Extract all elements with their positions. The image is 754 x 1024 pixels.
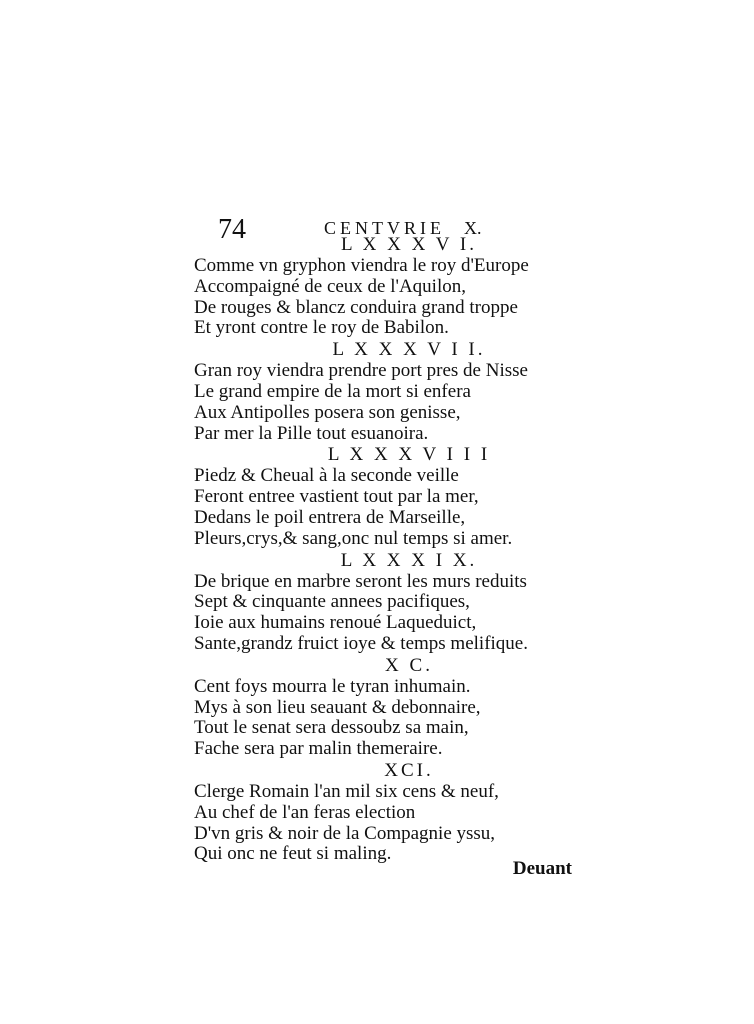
verse-line: Clerge Romain l'an mil six cens & neuf,	[194, 780, 499, 802]
verse-line: Comme vn gryphon viendra le roy d'Europe	[194, 255, 529, 276]
verse-line: Sept & cinquante annees pacifiques,	[194, 591, 470, 613]
quatrain	[194, 339, 584, 444]
verse-line: Le grand empire de la mort si enfera	[194, 380, 471, 402]
verse-line: Et yront contre le roy de Babilon.	[194, 317, 449, 339]
running-title: CENTVRIE	[324, 218, 445, 238]
verse-line: Tout le senat sera dessoubz sa main,	[194, 717, 469, 739]
verse-line: Dedans le poil entrera de Marseille,	[194, 506, 466, 528]
quatrain-number: L X X X I X.	[340, 549, 478, 571]
quatrain-number: L X X X V I I I	[327, 444, 491, 466]
quatrain-number: L X X X V I I.	[332, 339, 486, 361]
quatrain	[194, 550, 584, 655]
page-body	[194, 234, 584, 865]
verse-line: Fache sera par malin themeraire.	[194, 738, 443, 760]
quatrain-number: L X X X V I.	[341, 234, 477, 255]
quatrain	[194, 655, 584, 760]
verse-line: Mys à son lieu seauant & debonnaire,	[194, 696, 481, 718]
verse-line: Sante,grandz fruict ioye & temps melifique.	[194, 632, 528, 654]
verse-line: Pleurs,crys,& sang,onc nul temps si amer.	[194, 527, 513, 549]
verse-line: Piedz & Cheual à la seconde veille	[194, 465, 459, 487]
verse-line: Feront entree vastient tout par la mer,	[194, 486, 479, 508]
verse-line: Par mer la Pille tout esuanoira.	[194, 422, 429, 444]
verse-line: D'vn gris & noir de la Compagnie yssu,	[194, 822, 496, 844]
verse-line: Au chef de l'an feras election	[194, 801, 416, 823]
running-title-number: X.	[464, 218, 482, 238]
quatrain-number: X C.	[385, 654, 433, 676]
verse-line: Accompaigné de ceux de l'Aquilon,	[194, 275, 466, 297]
verse-line: Cent foys mourra le tyran inhumain.	[194, 675, 471, 697]
verse-line: Qui onc ne feut si maling.	[194, 843, 392, 865]
verse-line: Ioie aux humains renoué Laqueduict,	[194, 612, 477, 634]
verse-line: Gran roy viendra prendre port pres de Nisse	[194, 360, 528, 382]
page-number: 74	[218, 214, 246, 245]
quatrain-number: XCI.	[384, 759, 434, 781]
verse-line: Aux Antipolles posera son genisse,	[194, 401, 461, 423]
verse-line: De brique en marbre seront les murs reduits	[194, 570, 527, 592]
catchword: Deuant	[512, 858, 572, 879]
quatrain	[194, 444, 584, 549]
verse-line: De rouges & blancz conduira grand troppe	[194, 296, 518, 318]
quatrain	[194, 760, 584, 865]
quatrain	[194, 234, 584, 339]
